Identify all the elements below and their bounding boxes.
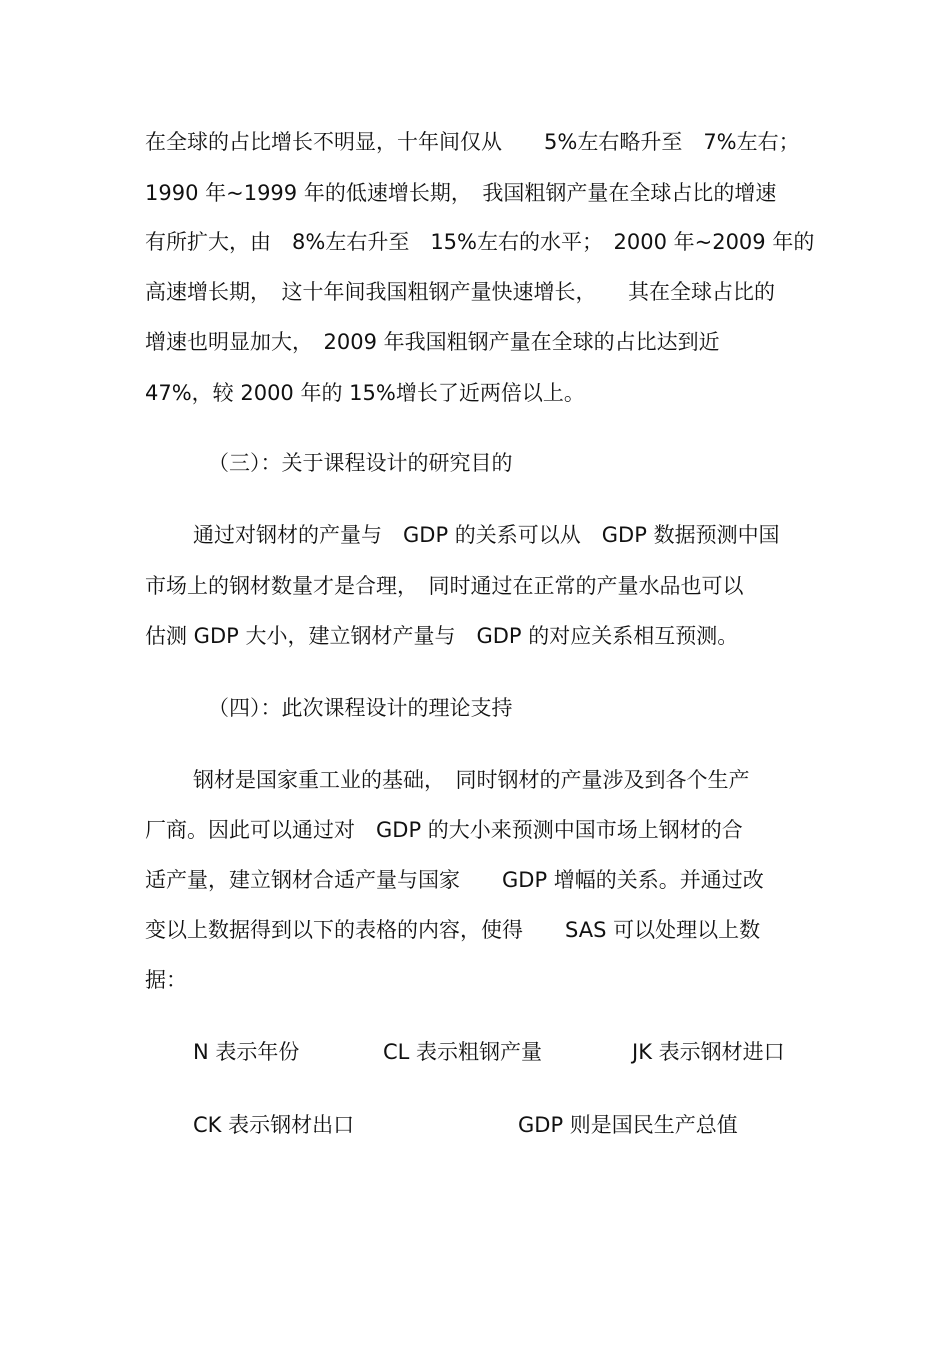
variable-definition-gdp: GDP 则是国民生产总值	[518, 1113, 738, 1137]
variable-definition-ck: CK 表示钢材出口	[193, 1113, 355, 1137]
paragraph-line: 变以上数据得到以下的表格的内容，使得 SAS 可以处理以上数	[145, 918, 761, 942]
paragraph-line: 适产量，建立钢材合适产量与国家 GDP 增幅的关系。并通过改	[145, 868, 764, 892]
section-heading: （四）：此次课程设计的理论支持	[208, 696, 513, 720]
paragraph-line: 高速增长期， 这十年间我国粗钢产量快速增长， 其在全球占比的	[145, 280, 775, 304]
paragraph-line: 钢材是国家重工业的基础， 同时钢材的产量涉及到各个生产	[193, 768, 750, 792]
paragraph-line: 据：	[145, 968, 187, 992]
paragraph-line: 厂商。因此可以通过对 GDP 的大小来预测中国市场上钢材的合	[145, 818, 743, 842]
paragraph-line: 在全球的占比增长不明显，十年间仅从 5%左右略升至 7%左右；	[145, 130, 800, 154]
paragraph-line: 有所扩大，由 8%左右升至 15%左右的水平； 2000 年~2009 年的	[145, 230, 815, 254]
section-heading: （三）：关于课程设计的研究目的	[208, 451, 513, 475]
variable-definition-n: N 表示年份	[193, 1040, 300, 1064]
variable-definition-cl: CL 表示粗钢产量	[383, 1040, 543, 1064]
paragraph-line: 增速也明显加大， 2009 年我国粗钢产量在全球的占比达到近	[145, 330, 720, 354]
paragraph-line: 1990 年~1999 年的低速增长期， 我国粗钢产量在全球占比的增速	[145, 181, 777, 205]
paragraph-line: 47%，较 2000 年的 15%增长了近两倍以上。	[145, 381, 585, 405]
paragraph-line: 估测 GDP 大小，建立钢材产量与 GDP 的对应关系相互预测。	[145, 624, 739, 648]
paragraph-line: 通过对钢材的产量与 GDP 的关系可以从 GDP 数据预测中国	[193, 523, 780, 547]
variable-definition-jk: JK 表示钢材进口	[632, 1040, 785, 1064]
paragraph-line: 市场上的钢材数量才是合理， 同时通过在正常的产量水品也可以	[145, 574, 744, 598]
